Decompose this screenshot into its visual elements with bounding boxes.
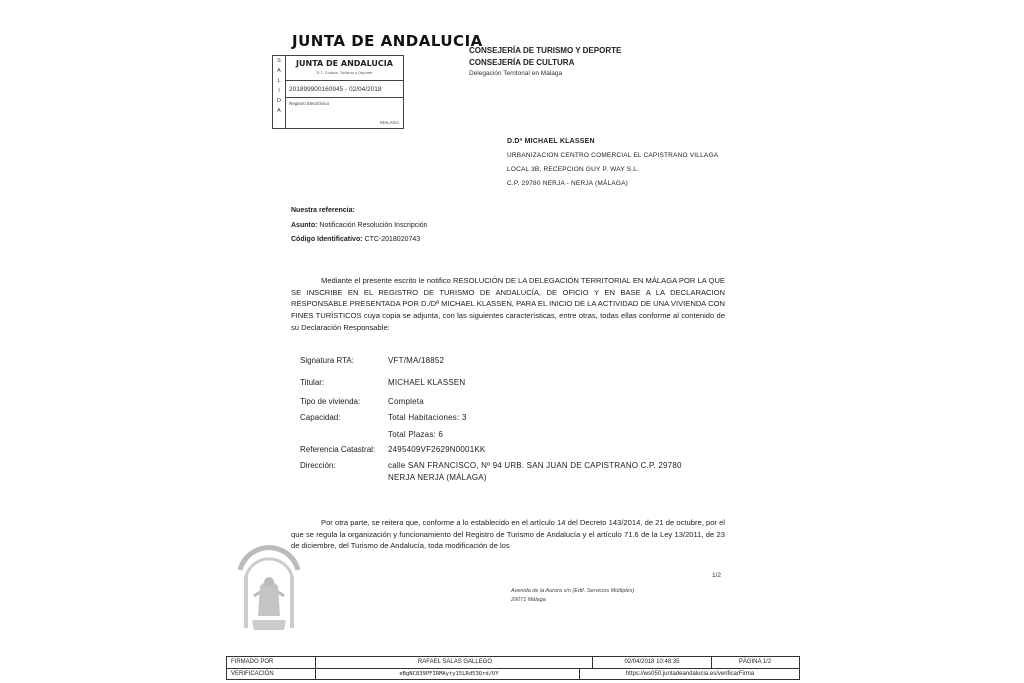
recipient-address-line: URBANIZACION CENTRO COMERCIAL EL CAPISTRANO VILLAGA: [507, 152, 719, 159]
catastral-value: 2495409VF2629N0001KK: [388, 445, 486, 454]
asunto-value: Notificación Resolución Inscripción: [319, 222, 428, 229]
stamp-divider: [286, 80, 403, 81]
asunto: [291, 222, 428, 229]
signature-page: PÁGINA 1/2: [738, 659, 772, 665]
codigo-identificativo: [291, 236, 420, 243]
stamp-side-letter: A: [277, 108, 281, 114]
footer-address: Avenida de la Aurora s/n (Edif. Servicios Múltiples): [511, 588, 635, 594]
stamp-subtitle: D.T. Cultura, Turismo y Deporte: [316, 70, 373, 75]
nuestra-referencia-label: Nuestra referencia:: [291, 207, 355, 214]
stamp-side-letter: L: [277, 78, 281, 84]
signatura-value: VFT/MA/18852: [388, 356, 445, 365]
direccion-value: calle SAN FRANCISCO, Nº 94 URB. SAN JUAN DE CAPISTRANO C.P. 29780: [388, 461, 682, 470]
signature-date: 02/04/2018 10:48:35: [624, 659, 680, 665]
stamp-city: MALAGA: [380, 120, 399, 125]
stamp-side-letter: D: [277, 98, 281, 104]
stamp-body: [286, 56, 403, 128]
recipient-address-line: C.P. 29780 NERJA - NERJA (MÁLAGA): [507, 180, 628, 187]
consejeria-cultura: CONSEJERÍA DE CULTURA: [469, 58, 575, 67]
stamp-number: 201899900160945 - 02/04/2018: [289, 86, 382, 93]
recipient-name: D.Dª MICHAEL KLASSEN: [507, 138, 595, 145]
stamp-title: JUNTA DE ANDALUCIA: [296, 59, 393, 68]
body-paragraph-1-text: Mediante el presente escrito le notifico RESOLUCIÓN DE LA DELEGACIÓN TERRITORIAL EN MÁLAGA POR LA QUE SE INSCRIBE EN EL REGISTRO DE TURISMO DE ANDALUCÍA, DE OFICIO Y EN BASE A LA DECLARACION RESPONSABLE PRESENTADA POR D./Dª MICHAEL KLASSEN, PARA EL INICIO DE LA ACTIVIDAD DE UNA VIVIENDA CON FINES TURÍSTICOS cuya copia se adjunta, con las siguientes características, entre otras, todas ellas conforme al contenido de su Declaración Responsable:: [291, 276, 725, 332]
nuestra-referencia: [291, 207, 355, 214]
direccion-value: NERJA NERJA (MÁLAGA): [388, 473, 487, 482]
andalucia-emblem-watermark: [234, 530, 304, 635]
signature-verification-box: [226, 656, 800, 680]
codigo-value: CTC-2018020743: [364, 236, 421, 243]
stamp-divider: [286, 97, 403, 98]
signature-row: [227, 657, 799, 668]
titular-value: MICHAEL KLASSEN: [388, 378, 466, 387]
stamp-register: Registro Electrónico: [289, 101, 330, 106]
tipo-value: Completa: [388, 397, 424, 406]
page-number: 1/2: [712, 572, 722, 579]
tipo-label: Tipo de vivienda:: [300, 397, 361, 406]
recipient-address-line: LOCAL 3B, RECEPCION GUY P. WAY S.L.: [507, 166, 640, 173]
asunto-label: Asunto:: [291, 222, 318, 229]
stamp-side-letter: A: [277, 68, 281, 74]
capacidad-label: Capacidad:: [300, 413, 341, 422]
delegacion-territorial: Delegación Territorial en Málaga: [469, 70, 563, 77]
registry-stamp: [272, 55, 404, 129]
junta-logo: JUNTA DE ANDALUCIA: [292, 32, 483, 50]
verification-code: eBgNC839PFIRMAyty15LRd53Qrd/UY: [399, 671, 499, 677]
body-paragraph-2-text: Por otra parte, se reitera que, conforme a lo establecido en el artículo 14 del Decreto 143/2014, de 21 de octubre, por el que se regula la organización y funcionamiento del Registro de Turismo de Andalucía y el artículo 71.6 de la Ley 13/2011, de 23 de diciembre, del Turismo de Andalucía, toda modificación de los: [291, 518, 725, 551]
habitaciones-value: Total Habitaciones: 3: [388, 413, 467, 422]
stamp-side-letter: I: [278, 88, 280, 94]
direccion-label: Dirección:: [300, 461, 336, 470]
verificacion-label: VERIFICACIÓN: [231, 671, 274, 677]
table-divider: [592, 657, 593, 668]
verification-row: [227, 668, 799, 680]
stamp-side-column: [273, 56, 286, 128]
plazas-value: Total Plazas: 6: [388, 430, 444, 439]
codigo-label: Código Identificativo:: [291, 236, 363, 243]
firmado-value: RAFAEL SALAS GALLEGO: [417, 659, 493, 665]
body-paragraph-2: [291, 517, 725, 552]
signatura-label: Signatura RTA:: [300, 356, 354, 365]
footer-address: 29071 Málaga: [511, 597, 546, 603]
titular-label: Titular:: [300, 378, 325, 387]
table-divider: [579, 668, 580, 679]
stamp-side-letter: S: [277, 58, 281, 64]
body-paragraph-1: [291, 275, 725, 334]
catastral-label: Referencia Catastral:: [300, 445, 376, 454]
verification-url[interactable]: https://ws050.juntadeandalucia.es/verificarFirma: [625, 671, 755, 677]
document-page: [226, 0, 806, 683]
table-divider: [315, 657, 316, 679]
firmado-label: FIRMADO POR: [231, 659, 274, 665]
table-divider: [711, 657, 712, 668]
consejeria-turismo: CONSEJERÍA DE TURISMO Y DEPORTE: [469, 46, 622, 55]
